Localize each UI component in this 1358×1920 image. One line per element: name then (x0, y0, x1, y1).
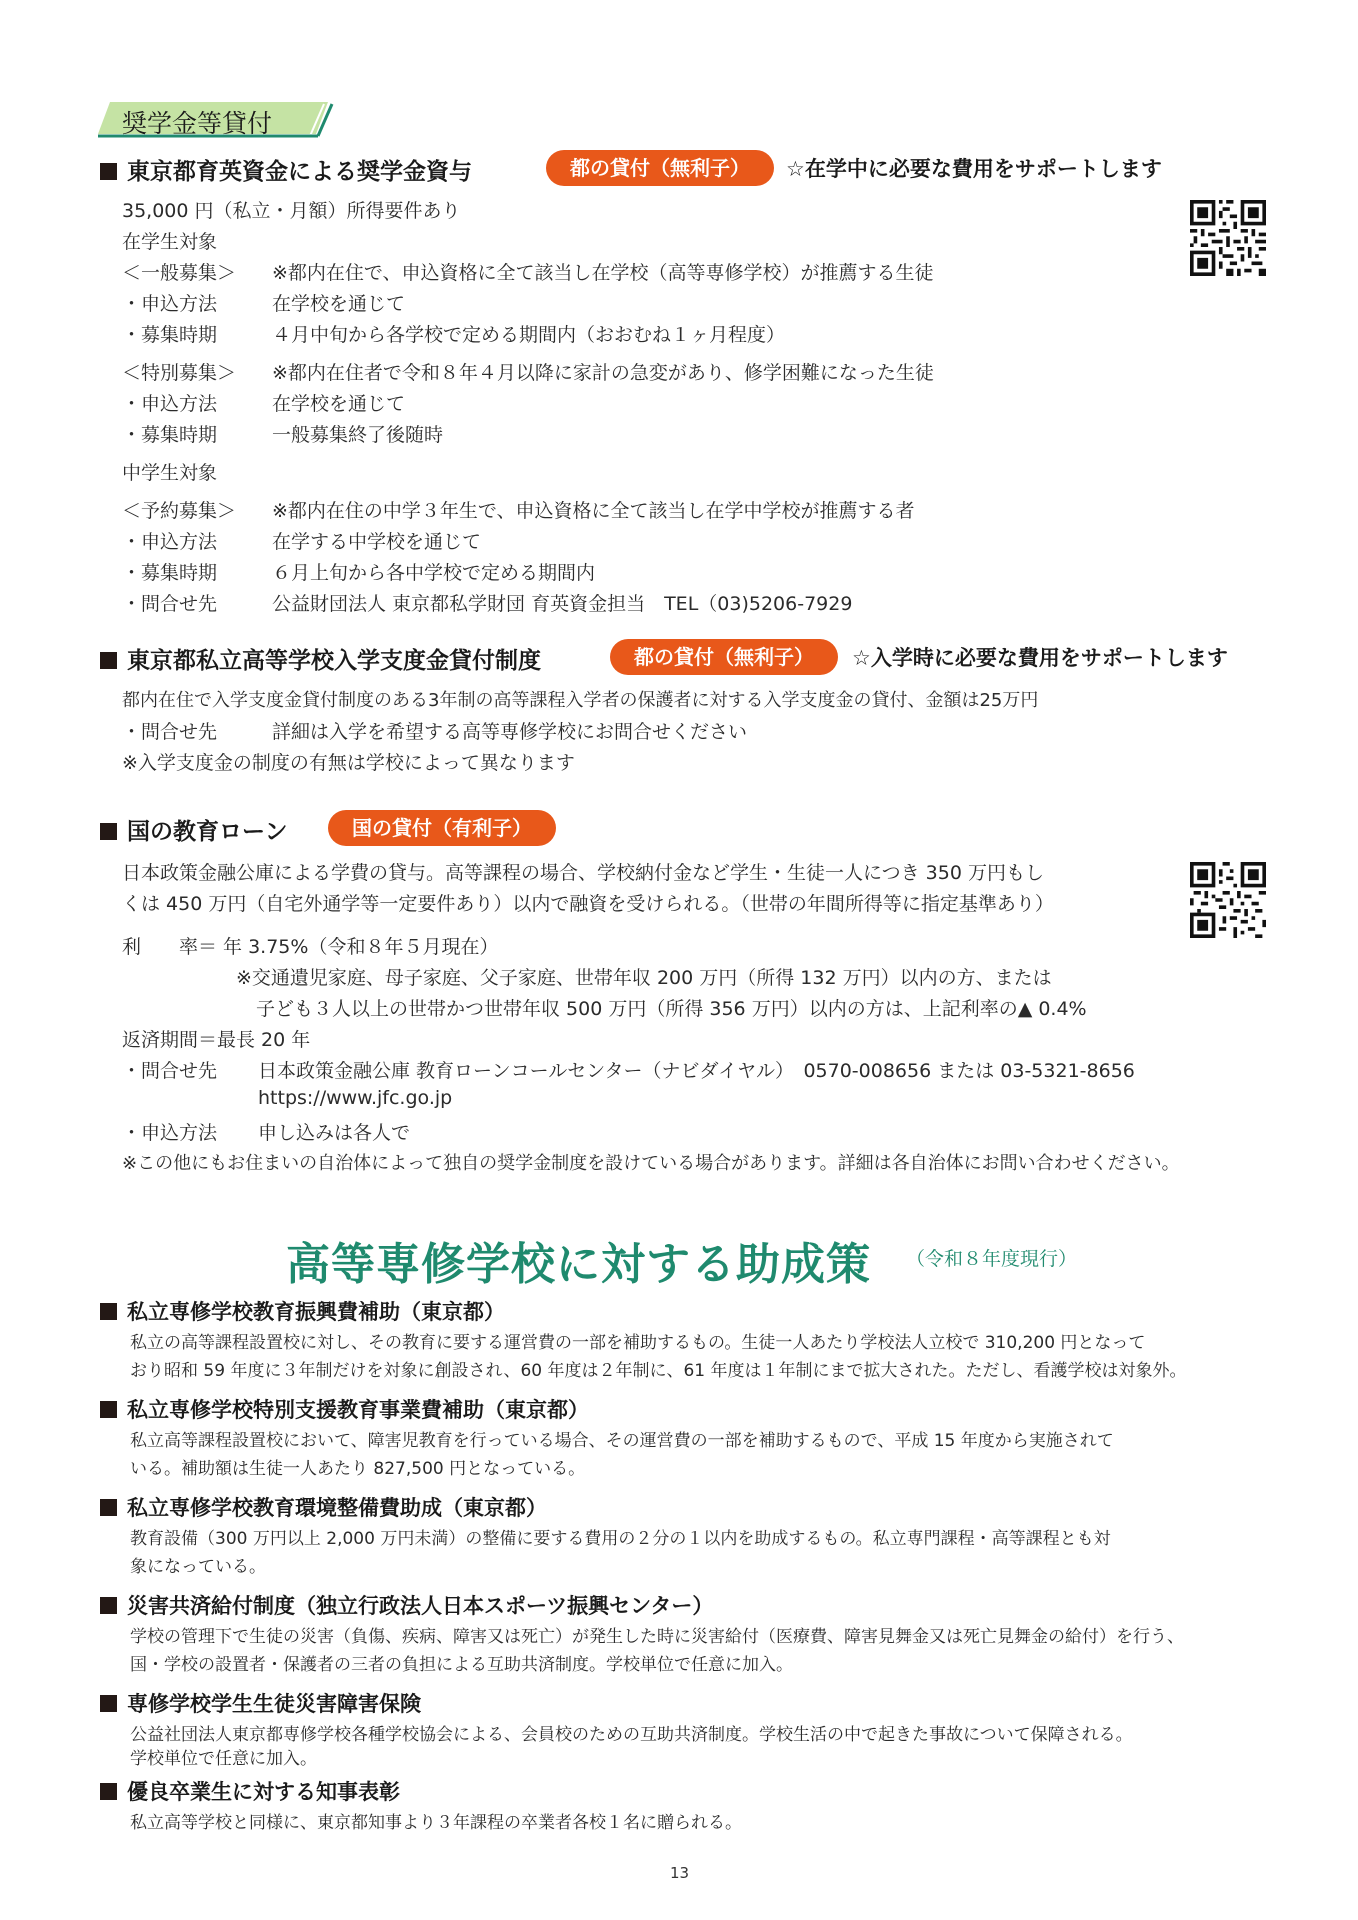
subsidy-item-title: 優良卒業生に対する知事表彰 (127, 1780, 400, 1804)
s1-reserve-apply-value: 在学する中学校を通じて (272, 531, 482, 553)
bullet-square-icon (100, 1783, 117, 1800)
s1-target-students: 在学生対象 (122, 231, 218, 253)
s1-special-apply-label: ・申込方法 (122, 393, 218, 415)
subsidy-item-line: 私立の高等課程設置校に対し、その教育に要する運営費の一部を補助するもの。生徒一人あたり学校法人立校で 310,200 円となって (130, 1333, 1146, 1353)
s3-badge: 国の貸付（有利子） (328, 810, 556, 846)
s1-badge: 都の貸付（無利子） (546, 150, 774, 186)
s1-reserve-desc: ※都内在住の中学３年生で、申込資格に全て該当し在学中学校が推薦する者 (272, 500, 915, 522)
subsidy-item-line: 公益社団法人東京都専修学校各種学校協会による、会員校のための互助共済制度。学校生活の中で起きた事故について保障される。 (130, 1725, 1133, 1745)
page-number: 13 (670, 1864, 690, 1882)
subsidy-item-line: おり昭和 59 年度に３年制だけを対象に創設され、60 年度は２年制に、61 年度は１年制にまで拡大された。ただし、看護学校は対象外。 (130, 1361, 1187, 1381)
s2-contact-value: 詳細は入学を希望する高等専修学校にお問合せください (272, 721, 748, 743)
subsidy-item-title: 私立専修学校教育環境整備費助成（東京都） (127, 1496, 547, 1520)
s3-apply-label: ・申込方法 (122, 1122, 218, 1144)
s2-badge: 都の貸付（無利子） (610, 639, 838, 675)
s1-reserve-apply-label: ・申込方法 (122, 531, 218, 553)
bullet-square-icon (100, 823, 117, 840)
subsidy-item-heading (100, 1776, 400, 1806)
subsidy-item-title: 専修学校学生生徒災害障害保険 (127, 1692, 421, 1716)
subsidy-item-line: いる。補助額は生徒一人あたり 827,500 円となっている。 (130, 1459, 586, 1479)
subsidy-item-line: 学校単位で任意に加入。 (130, 1749, 317, 1769)
bullet-square-icon (100, 1695, 117, 1712)
subsidy-item-heading (100, 1296, 505, 1326)
s3-heading (100, 813, 288, 846)
bullet-square-icon (100, 163, 117, 180)
s3-title: 国の教育ローン (127, 819, 288, 845)
s1-contact-value: 公益財団法人 東京都私学財団 育英資金担当 TEL（03)5206-7929 (272, 593, 853, 615)
s3-rate-note-line2: 子ども３人以上の世帯かつ世帯年収 500 万円（所得 356 万円）以内の方は、上記利率の▲ 0.4% (256, 998, 1087, 1020)
s1-special-label: ＜特別募集＞ (122, 362, 237, 384)
section-tag-label: 奨学金等貸付 (122, 109, 273, 138)
s1-amount: 35,000 円（私立・月額）所得要件あり (122, 200, 461, 222)
s1-general-desc: ※都内在住で、申込資格に全て該当し在学校（高等専修学校）が推薦する生徒 (272, 262, 934, 284)
subsidy-item-line: 学校の管理下で生徒の災害（負傷、疾病、障害又は死亡）が発生した時に災害給付（医療費、障害見舞金又は死亡見舞金の給付）を行う、 (130, 1627, 1184, 1647)
s1-special-apply-value: 在学校を通じて (272, 393, 406, 415)
subsidy-item-heading (100, 1492, 547, 1522)
s1-heading (100, 153, 472, 186)
s3-rate-note-line1: ※交通遺児家庭、母子家庭、父子家庭、世帯年収 200 万円（所得 132 万円）以内の方、または (236, 967, 1052, 989)
subsidy-item-line: 私立高等課程設置校において、障害児教育を行っている場合、その運営費の一部を補助するもので、平成 15 年度から実施されて (130, 1431, 1114, 1451)
s1-general-period-value: ４月中旬から各学校で定める期間内（おおむね１ヶ月程度） (272, 324, 786, 346)
s2-desc: 都内在住で入学支度金貸付制度のある3年制の高等課程入学者の保護者に対する入学支度金の貸付、金額は25万円 (122, 690, 1039, 711)
s1-general-apply-value: 在学校を通じて (272, 293, 406, 315)
s1-special-desc: ※都内在住者で令和８年４月以降に家計の急変があり、修学困難になった生徒 (272, 362, 934, 384)
s1-general-period-label: ・募集時期 (122, 324, 218, 346)
s1-reserve-period-value: ６月上旬から各中学校で定める期間内 (272, 562, 596, 584)
s3-repay: 返済期間＝最長 20 年 (122, 1029, 311, 1051)
s3-contact-label: ・問合せ先 (122, 1060, 218, 1082)
subsidy-item-heading (100, 1394, 589, 1424)
s2-footnote: ※入学支度金の制度の有無は学校によって異なります (122, 752, 575, 774)
s2-title: 東京都私立高等学校入学支度金貸付制度 (127, 648, 541, 674)
subsidy-item-title: 災害共済給付制度（独立行政法人日本スポーツ振興センター） (127, 1594, 714, 1618)
s2-contact-label: ・問合せ先 (122, 721, 218, 743)
s3-footnote: ※この他にもお住まいの自治体によって独自の奨学金制度を設けている場合があります。詳細は各自治体にお問い合わせください。 (122, 1153, 1180, 1174)
subsidy-item-heading (100, 1590, 713, 1620)
s1-special-period-value: 一般募集終了後随時 (272, 424, 444, 446)
subsidy-title: 高等専修学校に対する助成策 (286, 1239, 871, 1290)
subsidy-item-heading (100, 1688, 421, 1718)
s1-general-apply-label: ・申込方法 (122, 293, 218, 315)
subsidy-subtitle: （令和８年度現行） (906, 1248, 1078, 1270)
s1-reserve-label: ＜予約募集＞ (122, 500, 237, 522)
s3-apply-value: 申し込みは各人で (258, 1122, 411, 1144)
s1-junior-target: 中学生対象 (122, 462, 218, 484)
s3-desc-line2: くは 450 万円（自宅外通学等一定要件あり）以内で融資を受けられる。（世帯の年間所得等に指定基準あり） (122, 893, 1054, 915)
qr-code-icon (1190, 862, 1266, 938)
subsidy-item-line: 私立高等学校と同様に、東京都知事より３年課程の卒業者各校１名に贈られる。 (130, 1813, 742, 1833)
subsidy-item-line: 国・学校の設置者・保護者の三者の負担による互助共済制度。学校単位で任意に加入。 (130, 1655, 793, 1675)
bullet-square-icon (100, 652, 117, 669)
s1-contact-label: ・問合せ先 (122, 593, 218, 615)
section-tag (96, 100, 326, 136)
s3-rate: 利 率＝ 年 3.75%（令和８年５月現在） (122, 936, 499, 958)
s1-special-period-label: ・募集時期 (122, 424, 218, 446)
s1-reserve-period-label: ・募集時期 (122, 562, 218, 584)
s2-note: ☆入学時に必要な費用をサポートします (852, 646, 1228, 670)
qr-code-icon (1190, 200, 1266, 276)
s2-heading (100, 642, 541, 675)
bullet-square-icon (100, 1499, 117, 1516)
s1-note: ☆在学中に必要な費用をサポートします (786, 157, 1162, 181)
bullet-square-icon (100, 1597, 117, 1614)
subsidy-item-title: 私立専修学校特別支援教育事業費補助（東京都） (127, 1398, 589, 1422)
bullet-square-icon (100, 1303, 117, 1320)
s3-contact-value: 日本政策金融公庫 教育ローンコールセンター（ナビダイヤル） 0570-008656 または 03-5321-8656 (258, 1060, 1135, 1082)
subsidy-item-title: 私立専修学校教育振興費補助（東京都） (127, 1300, 505, 1324)
s1-title: 東京都育英資金による奨学金資与 (127, 159, 472, 185)
bullet-square-icon (100, 1401, 117, 1418)
subsidy-item-line: 教育設備（300 万円以上 2,000 万円未満）の整備に要する費用の２分の１以内を助成するもの。私立専門課程・高等課程とも対 (130, 1529, 1111, 1549)
subsidy-item-line: 象になっている。 (130, 1557, 266, 1577)
s3-url-link[interactable]: https://www.jfc.go.jp (258, 1087, 453, 1109)
s1-general-label: ＜一般募集＞ (122, 262, 237, 284)
s3-desc-line1: 日本政策金融公庫による学費の貸与。高等課程の場合、学校納付金など学生・生徒一人につき 350 万円もし (122, 862, 1044, 884)
